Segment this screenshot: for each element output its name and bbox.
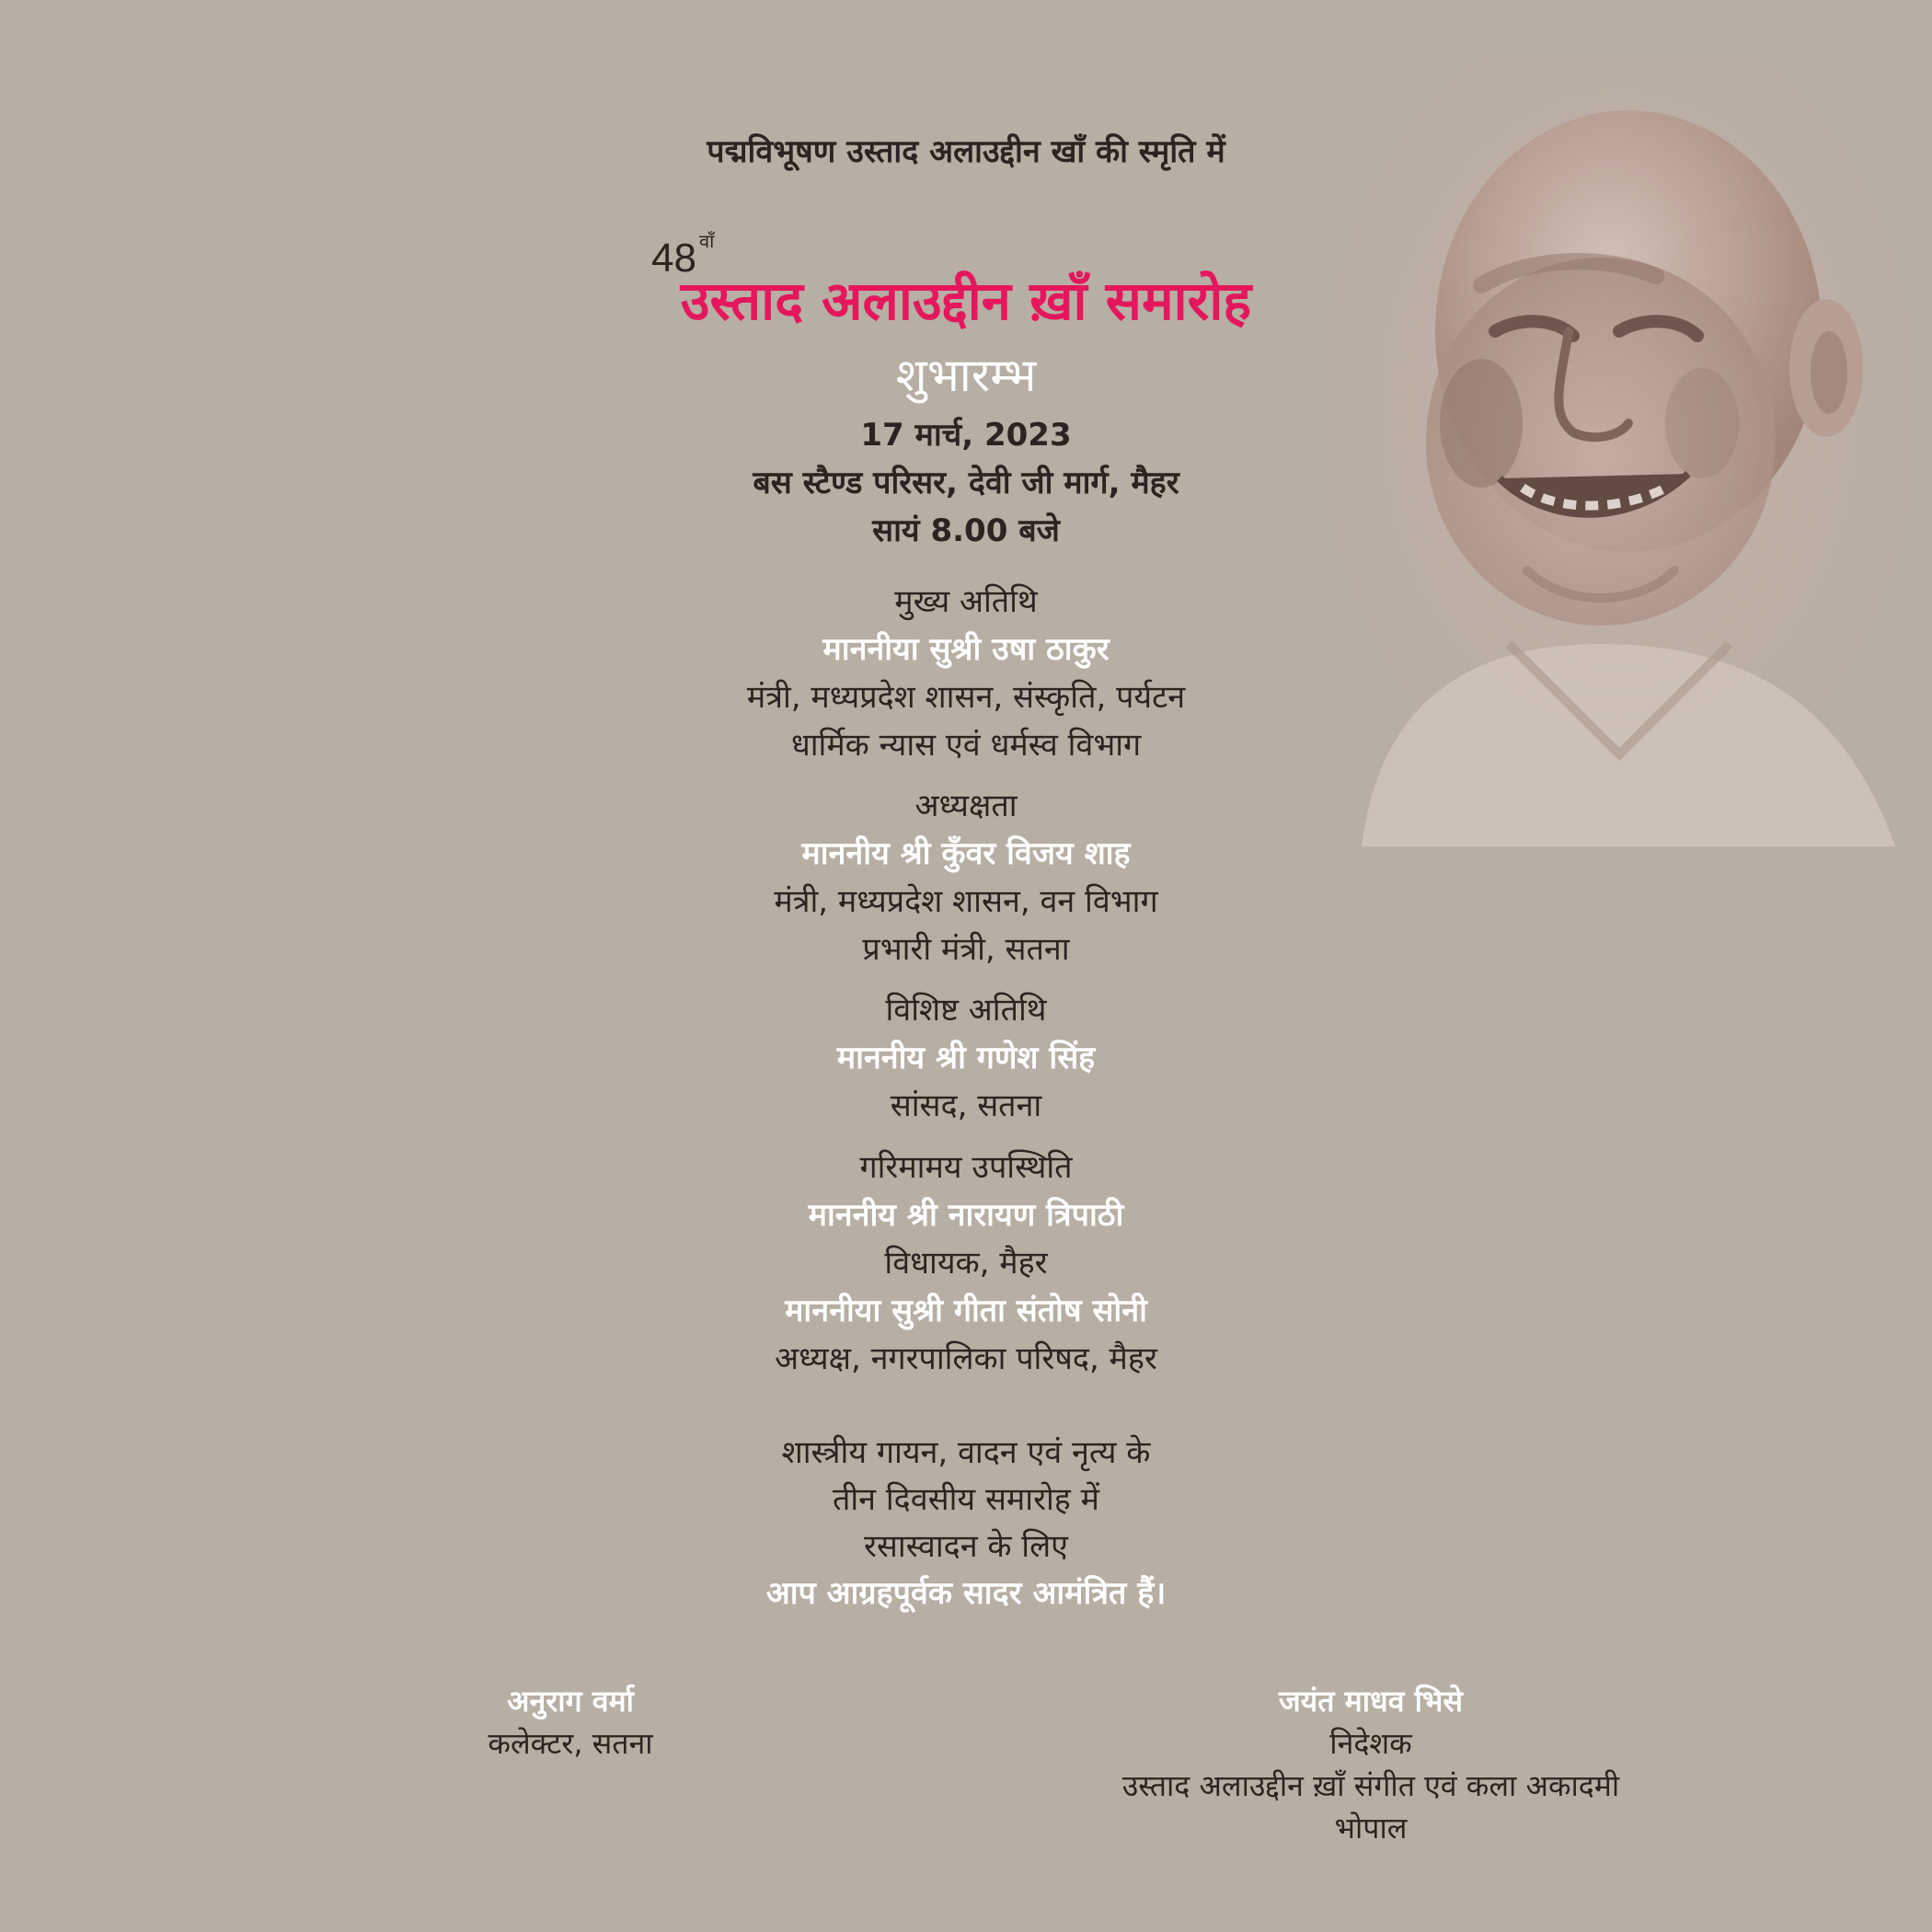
presiding-designation-1: मंत्री, मध्यप्रदेश शासन, वन विभाग xyxy=(774,883,1158,920)
event-date: 17 मार्च, 2023 xyxy=(860,417,1072,454)
special-guest-role: विशिष्ट अतिथि xyxy=(885,992,1047,1029)
invitation-line-1: शास्त्रीय गायन, वादन एवं नृत्य के xyxy=(781,1434,1151,1471)
memorial-line: पद्मविभूषण उस्ताद अलाउद्दीन खाँ की स्मृति में xyxy=(707,133,1225,170)
right-signatory-designation-3: भोपाल xyxy=(1334,1811,1408,1846)
dignitaries-section xyxy=(598,1144,1334,1383)
edition-number: 48 xyxy=(651,236,696,281)
dignitary-name-2: माननीया सुश्री गीता संतोष सोनी xyxy=(785,1293,1147,1329)
event-venue: बस स्टैण्ड परिसर, देवी जी मार्ग, मैहर xyxy=(753,465,1179,501)
left-signatory xyxy=(386,1680,754,1765)
dignitary-designation-2: अध्यक्ष, नगरपालिका परिषद, मैहर xyxy=(775,1340,1157,1377)
chief-guest-designation-1: मंत्री, मध्यप्रदेश शासन, संस्कृति, पर्यटन xyxy=(746,679,1186,716)
presiding-section xyxy=(598,782,1334,973)
special-guest-designation: सांसद, सतना xyxy=(890,1087,1042,1124)
left-signatory-name: अनुराग वर्मा xyxy=(507,1684,634,1719)
inauguration-heading: शुभारम्भ xyxy=(895,349,1037,402)
event-time: सायं 8.00 बजे xyxy=(872,512,1060,549)
right-signatory-name: जयंत माधव भिसे xyxy=(1278,1684,1464,1719)
chief-guest-role: मुख्य अतिथि xyxy=(894,583,1038,620)
page-title: उस्ताद अलाउद्दीन ख़ाँ समारोह xyxy=(680,270,1252,332)
invitation-line-4: आप आग्रहपूर्वक सादर आमंत्रित हैं। xyxy=(765,1575,1167,1612)
presiding-name: माननीय श्री कुँवर विजय शाह xyxy=(801,835,1131,872)
right-signatory-designation-2: उस्ताद अलाउद्दीन ख़ाँ संगीत एवं कला अकादमी xyxy=(1121,1768,1620,1803)
invitation-line-2: तीन दिवसीय समारोह में xyxy=(833,1481,1099,1518)
chief-guest-designation-2: धार्मिक न्यास एवं धर्मस्व विभाग xyxy=(790,727,1142,764)
right-signatory xyxy=(1021,1680,1720,1849)
dignitaries-role: गरिमामय उपस्थिति xyxy=(859,1149,1073,1186)
special-guest-section xyxy=(598,986,1334,1130)
presiding-role: अध्यक्षता xyxy=(914,788,1018,824)
chief-guest-section xyxy=(598,578,1334,769)
special-guest-name: माननीय श्री गणेश सिंह xyxy=(836,1040,1096,1076)
dignitary-name-1: माननीय श्री नारायण त्रिपाठी xyxy=(808,1197,1124,1234)
right-signatory-designation-1: निदेशक xyxy=(1329,1726,1412,1761)
dignitary-designation-1: विधायक, मैहर xyxy=(884,1245,1048,1282)
edition-suffix: वाँ xyxy=(699,230,715,252)
invitation-text xyxy=(598,1430,1334,1617)
chief-guest-name: माननीया सुश्री उषा ठाकुर xyxy=(822,631,1110,668)
left-signatory-designation: कलेक्टर, सतना xyxy=(488,1726,653,1761)
invitation-line-3: रसास्वादन के लिए xyxy=(864,1528,1068,1565)
presiding-designation-2: प्रभारी मंत्री, सतना xyxy=(862,931,1070,968)
